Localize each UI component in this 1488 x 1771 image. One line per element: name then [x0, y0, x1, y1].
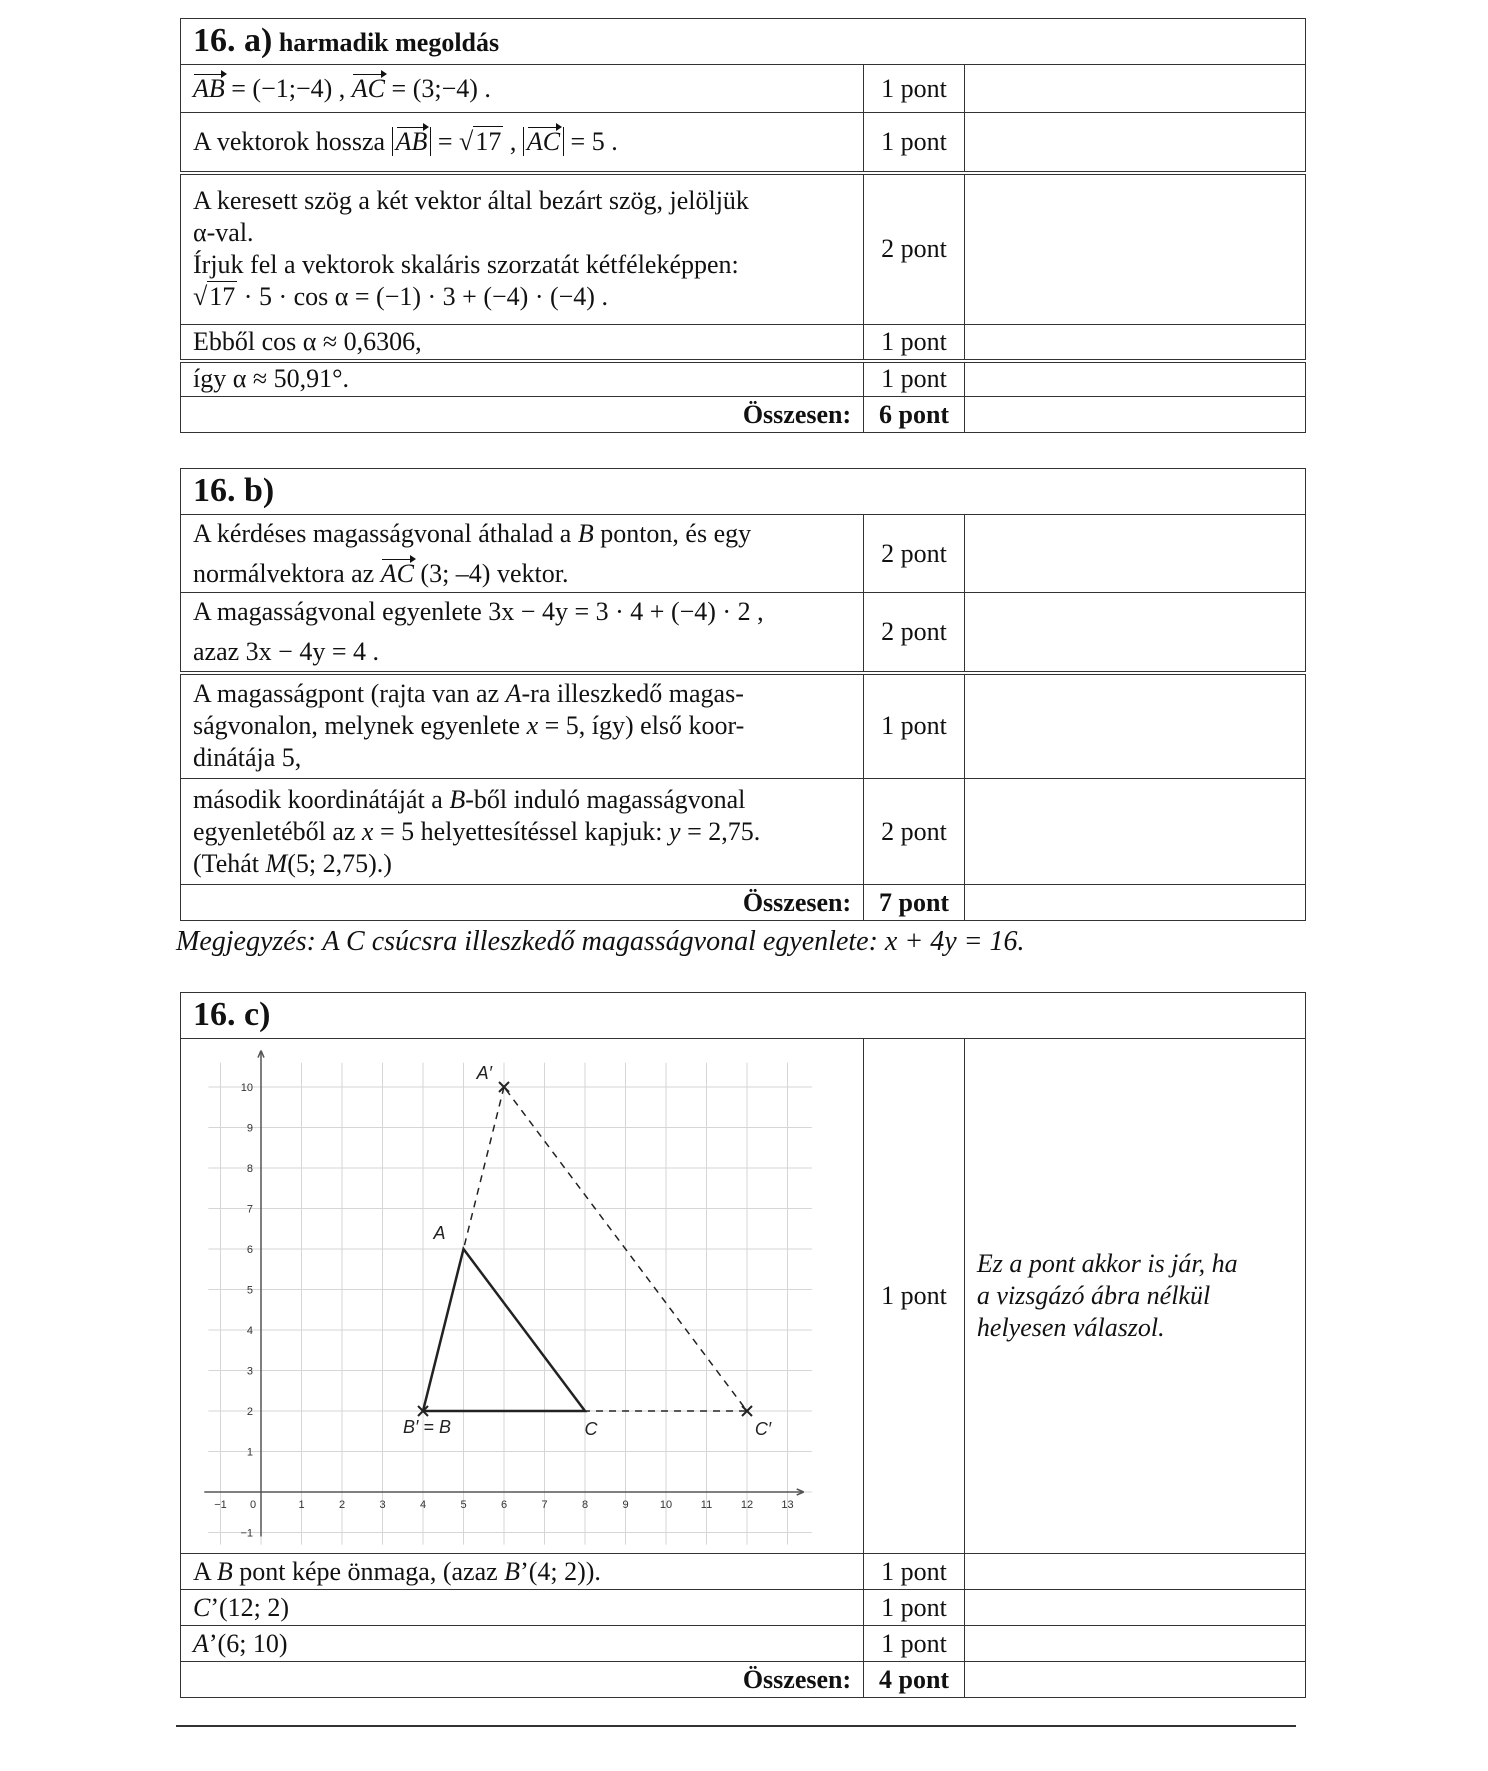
remark-cell — [964, 397, 1305, 433]
point-label: A — [433, 1223, 446, 1243]
remark-text: Ez a pont akkor is jár, ha — [976, 1249, 1238, 1278]
x-tick-label: 0 — [249, 1499, 257, 1511]
step-text: , — [503, 126, 523, 156]
remark-cell — [964, 593, 1305, 673]
step-description: így α ≈ 50,91°. — [181, 361, 864, 397]
remark-cell — [964, 885, 1305, 921]
total-label: Összesen: — [181, 1662, 864, 1698]
y-tick-label: 1 — [246, 1446, 253, 1459]
x-tick-label: −1 — [214, 1499, 227, 1511]
step-text: A vektorok hossza — [193, 126, 392, 156]
total-label: Összesen: — [181, 885, 864, 921]
table-row — [181, 173, 1306, 325]
points-cell: 1 pont — [864, 1554, 965, 1590]
vector-ac: AC — [351, 73, 386, 103]
y-tick-label: 6 — [246, 1244, 253, 1256]
step-text: = (−1;−4) , — [224, 73, 352, 103]
step-text: = 5, így) első koor- — [538, 711, 745, 741]
points-cell: 1 pont — [864, 361, 965, 397]
total-row — [181, 1662, 1306, 1698]
section-16b-table — [180, 468, 1306, 921]
step-text: ’(4; 2)). — [520, 1556, 601, 1586]
remark-cell — [964, 113, 1305, 173]
table-row — [181, 779, 1306, 885]
step-description — [181, 1554, 864, 1590]
note-text: Megjegyzés: A C csúcsra illeszkedő magasságvonal egyenlete: x + 4y = 16. — [176, 926, 1025, 957]
step-text: A kérdéses magasságvonal áthalad a — [193, 518, 578, 548]
table-row — [181, 1626, 1306, 1662]
x-tick-label: 10 — [659, 1499, 673, 1511]
y-tick-label: 8 — [246, 1163, 253, 1175]
remark-cell — [964, 361, 1305, 397]
remark-text: a vizsgázó ábra nélkül — [976, 1281, 1211, 1310]
step-text: (5; 2,75).) — [287, 848, 392, 878]
point-marks — [403, 1063, 772, 1439]
table-row — [181, 325, 1306, 361]
table-row — [181, 65, 1306, 113]
points-cell: 1 pont — [864, 65, 965, 113]
step-text: C — [193, 1592, 211, 1622]
x-tick-label: 7 — [541, 1499, 548, 1511]
step-description: A vektorok hossza AB = √17 , AC = 5 . — [181, 113, 864, 173]
step-text: ’(12; 2) — [210, 1592, 290, 1622]
x-tick-label: 11 — [700, 1499, 713, 1511]
step-text: = 2,75. — [680, 816, 761, 846]
step-text: α-val. — [193, 218, 254, 248]
step-text: dinátája 5, — [193, 743, 302, 773]
point-label: C′ — [754, 1419, 772, 1439]
points-cell: 1 pont — [864, 325, 965, 361]
section-number: 16. c) — [193, 995, 271, 1033]
step-text: M — [265, 848, 288, 878]
page-bottom-rule — [176, 1725, 1296, 1727]
step-text: Írjuk fel a vektorok skaláris szorzatát kétféleképpen: — [193, 250, 739, 280]
x-tick-label: 9 — [622, 1499, 629, 1511]
sqrt-radicand: 17 — [475, 126, 502, 156]
step-text: A — [193, 1556, 217, 1586]
points-cell: 2 pont — [864, 173, 965, 325]
step-text: második koordinátáját a — [193, 784, 450, 814]
remark-cell — [964, 515, 1305, 593]
x-tick-label: 1 — [298, 1499, 305, 1511]
total-row — [181, 397, 1306, 433]
step-text: pont képe önmaga, (azaz — [232, 1556, 505, 1586]
points-cell: 1 pont — [864, 673, 965, 779]
section-16c-header — [181, 993, 1306, 1039]
vector-ac: AC — [526, 126, 561, 156]
step-text: ságvonalon, melynek egyenlete — [193, 711, 527, 741]
remark-cell — [964, 325, 1305, 361]
step-text: B — [216, 1556, 233, 1586]
step-text: ponton, és egy — [593, 518, 752, 548]
step-description — [181, 673, 864, 779]
coordinate-graph — [181, 1039, 827, 1545]
step-text: -ből induló magasságvonal — [465, 784, 746, 814]
points-cell: 2 pont — [864, 515, 965, 593]
section-number: 16. b) — [193, 471, 275, 509]
step-description — [181, 779, 864, 885]
remark-cell — [964, 65, 1305, 113]
step-text: (3; –4) vektor. — [413, 558, 569, 588]
table-row — [181, 1590, 1306, 1626]
remark-cell — [964, 1590, 1305, 1626]
step-text: A magasságvonal egyenlete 3x − 4y = 3 · 4 + (−4) · 2 , — [193, 596, 764, 626]
step-text: = (3;−4) . — [385, 73, 491, 103]
x-tick-label: 3 — [379, 1499, 386, 1511]
step-text: egyenletéből az — [193, 816, 362, 846]
step-description: Ebből cos α ≈ 0,6306, — [181, 325, 864, 361]
section-16a-header — [181, 19, 1306, 65]
step-text: A — [505, 679, 522, 709]
x-tick-label: 6 — [500, 1499, 508, 1511]
remark-cell — [964, 1626, 1305, 1662]
vector-ab: AB — [395, 126, 428, 156]
table-row — [181, 1554, 1306, 1590]
vector-ab: AB — [193, 73, 225, 103]
sqrt-radicand: 17 — [209, 282, 236, 312]
total-points: 6 pont — [864, 397, 965, 433]
step-text: x — [526, 711, 539, 741]
step-text: x — [361, 816, 374, 846]
points-cell: 1 pont — [864, 1626, 965, 1662]
grid-lines — [208, 1063, 811, 1545]
table-row — [181, 593, 1306, 673]
vector-ac: AC — [380, 558, 414, 588]
remark-cell — [964, 1039, 1305, 1554]
graph-cell — [181, 1039, 864, 1554]
step-description — [181, 515, 864, 593]
remark-cell — [964, 1662, 1305, 1698]
total-points: 4 pont — [864, 1662, 965, 1698]
x-tick-label: 5 — [460, 1499, 467, 1511]
step-text: A keresett szög a két vektor által bezárt szög, jelöljük — [193, 186, 749, 216]
x-tick-label: 12 — [740, 1499, 754, 1511]
point-label: C — [584, 1419, 598, 1439]
table-row — [181, 515, 1306, 593]
step-text: -ra illeszkedő magas- — [521, 679, 744, 709]
y-tick-label: −1 — [240, 1527, 253, 1540]
step-text: = 5 . — [564, 126, 618, 156]
section-number: 16. a) — [193, 21, 273, 59]
step-text: B — [504, 1556, 521, 1586]
x-tick-label: 13 — [781, 1499, 794, 1511]
step-text: A — [193, 1628, 209, 1658]
section-16c-table — [180, 992, 1306, 1698]
y-tick-label: 7 — [246, 1203, 253, 1216]
step-text: ’(6; 10) — [208, 1628, 288, 1658]
remark-text: helyesen válaszol. — [976, 1313, 1165, 1342]
section-16a-table — [180, 18, 1306, 433]
points-cell: 1 pont — [864, 1590, 965, 1626]
y-tick-label: 2 — [246, 1406, 253, 1418]
remark-cell — [964, 1554, 1305, 1590]
step-description — [181, 65, 864, 113]
remark-cell — [964, 779, 1305, 885]
step-text: normálvektora az — [193, 558, 381, 588]
table-row — [181, 113, 1306, 173]
step-text: · 5 · cos α = (−1) · 3 + (−4) · (−4) . — [237, 282, 608, 312]
table-row — [181, 1039, 1306, 1554]
table-row — [181, 673, 1306, 779]
x-tick-label: 4 — [419, 1499, 427, 1511]
y-tick-label: 4 — [246, 1325, 253, 1337]
remark-cell — [964, 173, 1305, 325]
step-text: = — [431, 126, 460, 156]
step-text: y — [669, 816, 681, 846]
step-text: B — [577, 518, 594, 548]
y-tick-label: 5 — [246, 1284, 253, 1297]
total-points: 7 pont — [864, 885, 965, 921]
step-description: A keresett szög a két vektor által bezárt szög, jelöljük α-val. Írjuk fel a vektorok skaláris szorzatát kétféleképpen: √17 · 5 · cos α = (−1) · 3 + (−4) · (−4) . — [181, 173, 864, 325]
total-label: Összesen: — [181, 397, 864, 433]
step-text: = 5 helyettesítéssel kapjuk: — [373, 816, 670, 846]
x-tick-label: 8 — [581, 1499, 589, 1511]
section-title: harmadik megoldás — [278, 27, 500, 57]
point-label: A′ — [476, 1063, 492, 1083]
step-description — [181, 1626, 864, 1662]
y-tick-label: 9 — [246, 1122, 253, 1135]
step-text: azaz 3x − 4y = 4 . — [193, 636, 379, 666]
step-text: A magasságpont (rajta van az — [193, 679, 506, 709]
point-label: B′ = B — [403, 1417, 451, 1437]
points-cell: 1 pont — [864, 1039, 965, 1554]
step-description — [181, 1590, 864, 1626]
y-tick-label: 10 — [240, 1082, 253, 1094]
x-tick-label: 2 — [338, 1499, 346, 1511]
y-tick-label: 3 — [246, 1365, 253, 1378]
points-cell: 1 pont — [864, 113, 965, 173]
points-cell: 2 pont — [864, 593, 965, 673]
step-text: B — [449, 784, 466, 814]
section-16b-header — [181, 469, 1306, 515]
total-row — [181, 885, 1306, 921]
step-text: (Tehát — [193, 848, 266, 878]
remark-cell — [964, 673, 1305, 779]
points-cell: 2 pont — [864, 779, 965, 885]
table-row — [181, 361, 1306, 397]
step-description — [181, 593, 864, 673]
